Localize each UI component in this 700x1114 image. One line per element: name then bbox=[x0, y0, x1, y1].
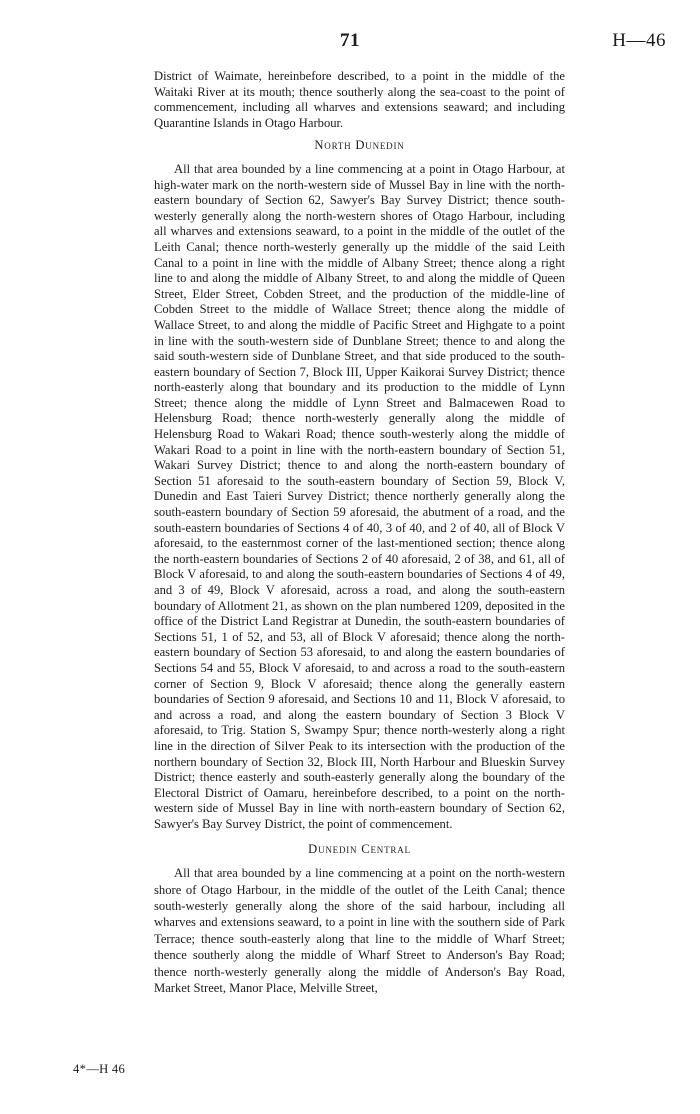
intro-paragraph: District of Waimate, hereinbefore described, to a point in the middle of the Waitaki River at its mouth; thence southerly along the sea-coast to the point of commencement, including all wharves and extensions seaward; and including Quarantine Islands in Otago Harbour. bbox=[154, 69, 565, 130]
document-body bbox=[154, 69, 565, 996]
north-dunedin-paragraph: All that area bounded by a line commencing at a point in Otago Harbour, at high-water mark on the north-western side of Mussel Bay in line with the north-eastern boundary of Section 62, Sawyer's Bay Survey District; thence south-westerly generally along the north-western shores of Otago Harbour, including all wharves and extensions seaward, to a point in the middle of the outlet of the Leith Canal; thence north-westerly generally up the middle of the said Leith Canal to a point in line with the middle of Albany Street; thence along a right line to and along the middle of Albany Street, to and along the middle of Queen Street, Elder Street, Cobden Street, and the production of the middle-line of Cobden Street to the middle of Wallace Street; thence along the middle of Wallace Street, to and along the middle of Pacific Street and Highgate to a point in line with the south-western side of Dunblane Street; thence to and along the said south-western side of Dunblane Street, and that side produced to the south-eastern boundary of Section 7, Block III, Upper Kaikorai Survey District; thence north-easterly along that boundary and its production to the middle of Lynn Street; thence along the middle of Lynn Street and Balmacewen Road to Helensburg Road; thence north-westerly generally along the middle of Helensburg Road to Wakari Road; thence south-westerly along the middle of Wakari Road to a point in line with the north-eastern boundary of Section 51, Wakari Survey District; thence to and along the north-eastern boundary of Section 51 aforesaid to the south-eastern boundary of Section 59, Block V, Dunedin and East Taieri Survey District; thence northerly generally along the south-eastern boundary of Section 59 aforesaid, the abutment of a road, and the south-eastern boundaries of Sections 4 of 40, 3 of 40, and 2 of 40, all of Block V aforesaid, to the easternmost corner of the last-mentioned section; thence along the north-eastern boundaries of Sections 2 of 40 aforesaid, 2 of 38, and 61, all of Block V aforesaid, to and along the south-eastern boundaries of Sections 4 of 49, and 3 of 49, Block V aforesaid, across a road, and along the south-eastern boundary of Allotment 21, as shown on the plan numbered 1209, deposited in the office of the District Land Registrar at Dunedin, the south-eastern boundaries of Sections 51, 1 of 52, and 53, all of Block V aforesaid; thence along the north-eastern boundary of Section 53 aforesaid, to and along the eastern boundaries of Sections 54 and 55, Block V aforesaid, to and across a road to the south-eastern corner of Section 9, Block V aforesaid; thence along the generally eastern boundaries of Section 9 aforesaid, and Sections 10 and 11, Block V aforesaid, to and across a road, and along the eastern boundary of Section 3 Block V aforesaid, to Trig. Station S, Swampy Spur; thence north-westerly along a right line in the direction of Silver Peak to its intersection with the production of the northern boundary of Section 32, Block III, North Harbour and Blueskin Survey District; thence easterly and south-easterly generally along the boundary of the Electoral District of Oamaru, hereinbefore described, to a point on the north-western side of Mussel Bay in line with north-eastern boundary of Section 62, Sawyer's Bay Survey District, the point of commencement. bbox=[154, 161, 565, 831]
page-number: 71 bbox=[340, 30, 360, 51]
signature-reference: 4*—H 46 bbox=[73, 1062, 126, 1076]
document-reference: H—46 bbox=[612, 30, 666, 51]
section-heading-north-dunedin: North Dunedin bbox=[314, 138, 405, 153]
dunedin-central-paragraph: All that area bounded by a line commencing at a point on the north-western shore of Otago Harbour, in the middle of the outlet of the Leith Canal; thence south-westerly generally along the shore of the said harbour, including all wharves and extensions seaward, to a point in line with the southern side of Park Terrace; thence south-easterly along that line to the middle of Wharf Street; thence southerly along the middle of Wharf Street to Anderson's Bay Road; thence north-westerly generally along the middle of Anderson's Bay Road, Market Street, Manor Place, Melville Street, bbox=[154, 866, 565, 995]
section-heading-dunedin-central: Dunedin Central bbox=[308, 841, 411, 856]
